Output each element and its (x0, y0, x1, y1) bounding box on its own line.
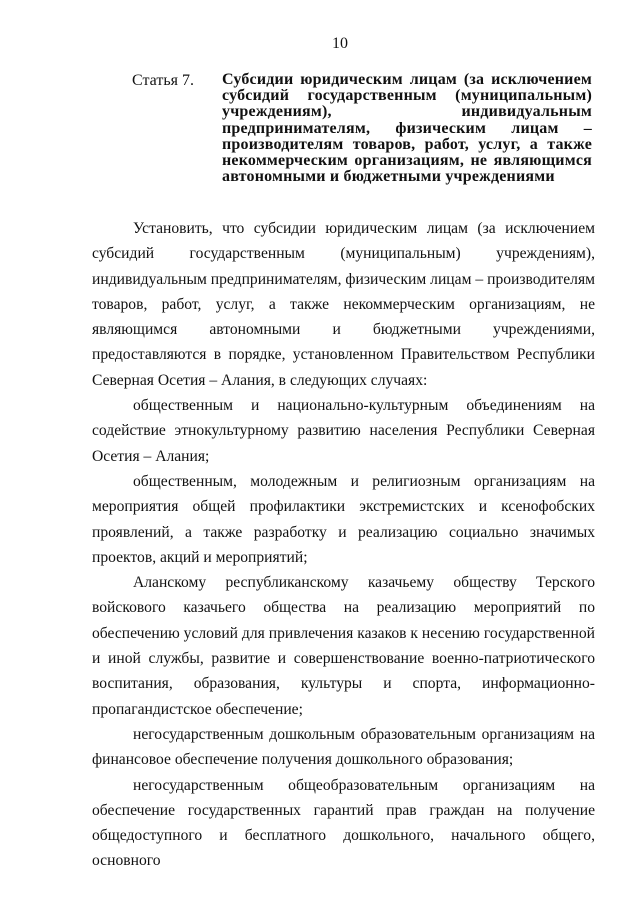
body-paragraph: Установить, что субсидии юридическим лицам (за исключением субсидий государственным (муниципальным) учреждениям), индивидуальным предпринимателям, физическим лицам – производителям товаров, работ, услуг, а также некоммерческим организациям, не являющимся автономными и бюджетными учреждениями, предоставляются в порядке, установленном Правительством Республики Северная Осетия – Алания, в следующих случаях: (92, 220, 595, 389)
body-paragraph: негосударственным дошкольным образовательным организациям на финансовое обеспечение получения дошкольного образования; (92, 725, 595, 769)
document-body (92, 216, 595, 874)
page-number: 10 (332, 35, 348, 52)
body-paragraph: негосударственным общеобразовательным организациям на обеспечение государственных гарантий прав граждан на получение общедоступного и бесплатного дошкольного, начального общего, основного (92, 776, 595, 870)
body-paragraph: Аланскому республиканскому казачьему обществу Терского войскового казачьего общества на реализацию мероприятий по обеспечению условий для привлечения казаков к несению государственной и иной службы, развитие и совершенствование военно-патриотического воспитания, образования, культуры и спорта, информационно-пропагандистское обеспечение; (92, 574, 595, 718)
article-heading (132, 72, 592, 185)
article-label: Статья 7. (132, 72, 194, 89)
body-paragraph: общественным, молодежным и религиозным организациям на мероприятия общей профилактики экстремистских и ксенофобских проявлений, а также разработку и реализацию социально значимых проектов, акций и мероприятий; (92, 472, 595, 566)
article-title: Субсидии юридическим лицам (за исключением субсидий государственным (муниципальным) учреждениям), индивидуальным предпринимателям, физическим лицам – производителям товаров, работ, услуг, а также некоммерческим организациям, не являющимся автономными и бюджетными учреждениями (222, 71, 592, 186)
body-paragraph: общественным и национально-культурным объединениям на содействие этнокультурному развитию населения Республики Северная Осетия – Алания; (92, 397, 595, 465)
